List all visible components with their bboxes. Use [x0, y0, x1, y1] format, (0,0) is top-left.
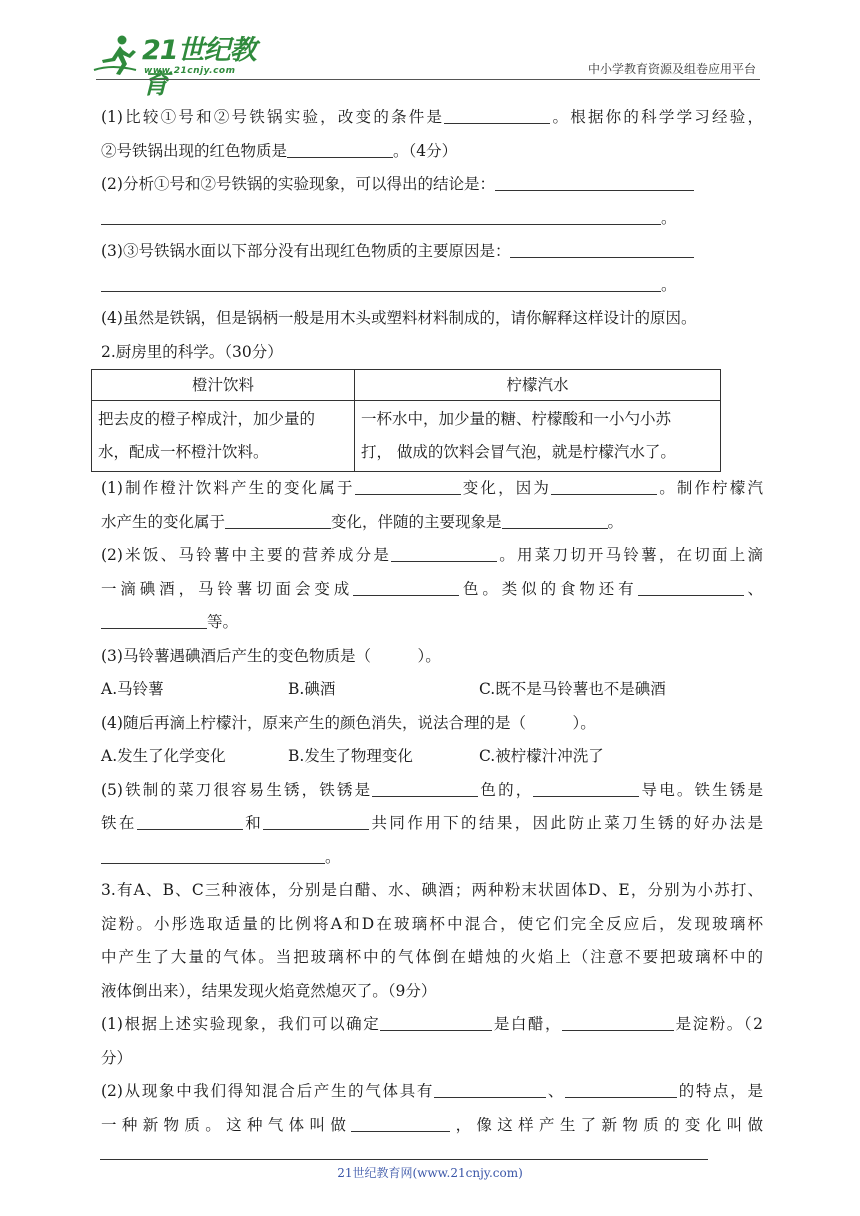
- table-cell: 一杯水中，加少量的糖、柠檬酸和一小勺小苏 打， 做成的饮料会冒气泡，就是柠檬汽水了。: [355, 401, 721, 472]
- q3-stem-line1: 3.有A、B、C三种液体，分别是白醋、水、碘酒；两种粉末状固体D、E，分别为小苏打、: [101, 881, 763, 899]
- q2-sub5-line3: 。: [101, 841, 763, 875]
- answer-blank[interactable]: [502, 510, 608, 529]
- page-footer: 21世纪教育网(www.21cnjy.com): [337, 1166, 523, 1180]
- answer-blank[interactable]: [351, 1113, 450, 1132]
- header-rule: [96, 79, 760, 80]
- answer-blank[interactable]: [434, 1079, 546, 1098]
- q3-stem-line4: 液体倒出来），结果发现火焰竟然熄灭了。（9分）: [101, 981, 437, 1000]
- answer-blank[interactable]: [562, 1012, 674, 1031]
- table-cell: 把去皮的橙子榨成汁，加少量的 水，配成一杯橙汁饮料。: [92, 401, 355, 472]
- q1-part1-line2: ②号铁锅出现的红色物质是 。（4分）: [101, 135, 763, 169]
- q1-part2-line2: 。: [101, 202, 763, 236]
- q1-part3-line1: (3)③号铁锅水面以下部分没有出现红色物质的主要原因是：: [101, 235, 763, 269]
- answer-blank[interactable]: [353, 577, 459, 596]
- comparison-table: [91, 369, 721, 472]
- table-row: [92, 401, 721, 472]
- q3-sub2-line1: (2)从现象中我们得知混合后产生的气体具有 、 的特点，是: [101, 1075, 763, 1109]
- q2-sub1-line1: (1)制作橙汁饮料产生的变化属于 变化，因为 。制作柠檬汽: [101, 472, 763, 506]
- q2-sub5-line2: 铁在 和 共同作用下的结果，因此防止菜刀生锈的好办法是: [101, 807, 763, 841]
- q1-part1-line1: (1)比较①号和②号铁锅实验，改变的条件是 。根据你的科学学习经验，: [101, 101, 763, 135]
- table-header-cell: 柠檬汽水: [355, 370, 721, 401]
- option-c[interactable]: C.既不是马铃薯也不是碘酒: [479, 680, 666, 698]
- q3-sub1-line2: 分）: [101, 1048, 133, 1067]
- answer-blank[interactable]: [380, 1012, 492, 1031]
- answer-blank[interactable]: [287, 139, 393, 158]
- answer-blank[interactable]: [101, 206, 661, 225]
- answer-blank[interactable]: [391, 543, 497, 562]
- option-a[interactable]: A.发生了化学变化: [101, 747, 226, 765]
- q3-stem-line3: 中产生了大量的气体。当把玻璃杯中的气体倒在蜡烛的火焰上（注意不要把玻璃杯中的: [101, 948, 763, 966]
- q2-sub2-line1: (2)米饭、马铃薯中主要的营养成分是 。用菜刀切开马铃薯，在切面上滴: [101, 539, 763, 573]
- q1-part2-line1: (2)分析①号和②号铁锅的实验现象，可以得出的结论是：: [101, 168, 763, 202]
- runner-logo-icon: [92, 34, 142, 78]
- logo-url-text: www.21cnjy.com: [144, 66, 236, 76]
- answer-blank[interactable]: [638, 577, 744, 596]
- q3-stem-line2: 淀粉。小彤选取适量的比例将A和D在玻璃杯中混合，使它们完全反应后，发现玻璃杯: [101, 914, 763, 933]
- logo-brand-text: 21世纪教育: [142, 35, 256, 100]
- answer-blank[interactable]: [533, 778, 639, 797]
- table-header-cell: 橙汁饮料: [92, 370, 355, 401]
- option-a[interactable]: A.马铃薯: [101, 680, 164, 698]
- answer-blank[interactable]: [137, 811, 243, 830]
- answer-blank[interactable]: [101, 273, 661, 292]
- answer-blank[interactable]: [101, 610, 207, 629]
- q1-part3-line2: 。: [101, 269, 763, 303]
- answer-blank[interactable]: [263, 811, 369, 830]
- answer-blank[interactable]: [495, 172, 694, 191]
- answer-blank[interactable]: [101, 845, 325, 864]
- answer-blank[interactable]: [565, 1079, 677, 1098]
- q3-sub2-line2: 一种新物质。这种气体叫做 ，像这样产生了新物质的变化叫做: [101, 1109, 763, 1143]
- q2-title: 2.厨房里的科学。（30分）: [101, 342, 283, 361]
- option-b[interactable]: B.发生了物理变化: [288, 747, 413, 765]
- answer-blank[interactable]: [510, 239, 694, 258]
- option-c[interactable]: C.被柠檬汁冲洗了: [479, 747, 604, 765]
- table-header-row: [92, 370, 721, 401]
- q3-sub1-line1: (1)根据上述实验现象，我们可以确定 是白醋， 是淀粉。（2: [101, 1008, 763, 1042]
- answer-blank[interactable]: [444, 105, 550, 124]
- q2-sub4-options: [101, 740, 763, 774]
- q2-sub2-line3: 等。: [101, 606, 763, 640]
- q1-part4: (4)虽然是铁锅，但是锅柄一般是用木头或塑料材料制成的，请你解释这样设计的原因。: [101, 309, 697, 327]
- q2-sub3: (3)马铃薯遇碘酒后产生的变色物质是（ ）。: [101, 646, 441, 665]
- q2-sub4: (4)随后再滴上柠檬汁，原来产生的颜色消失，说法合理的是（ ）。: [101, 713, 596, 732]
- header-tagline: 中小学教育资源及组卷应用平台: [587, 62, 756, 76]
- q2-sub5-line1: (5)铁制的菜刀很容易生锈，铁锈是 色的， 导电。铁生锈是: [101, 774, 763, 808]
- document-body: [98, 101, 763, 1142]
- answer-blank[interactable]: [355, 476, 461, 495]
- q2-sub1-line2: 水产生的变化属于 变化，伴随的主要现象是 。: [101, 506, 763, 540]
- q2-sub3-options: [101, 673, 763, 707]
- logo: [92, 34, 262, 100]
- answer-blank[interactable]: [372, 778, 478, 797]
- footer-rule: [100, 1159, 708, 1160]
- answer-blank[interactable]: [225, 510, 331, 529]
- answer-blank[interactable]: [551, 476, 657, 495]
- page-header: [0, 0, 860, 100]
- q2-sub2-line2: 一滴碘酒，马铃薯切面会变成 色。类似的食物还有 、: [101, 573, 763, 607]
- option-b[interactable]: B.碘酒: [288, 680, 336, 698]
